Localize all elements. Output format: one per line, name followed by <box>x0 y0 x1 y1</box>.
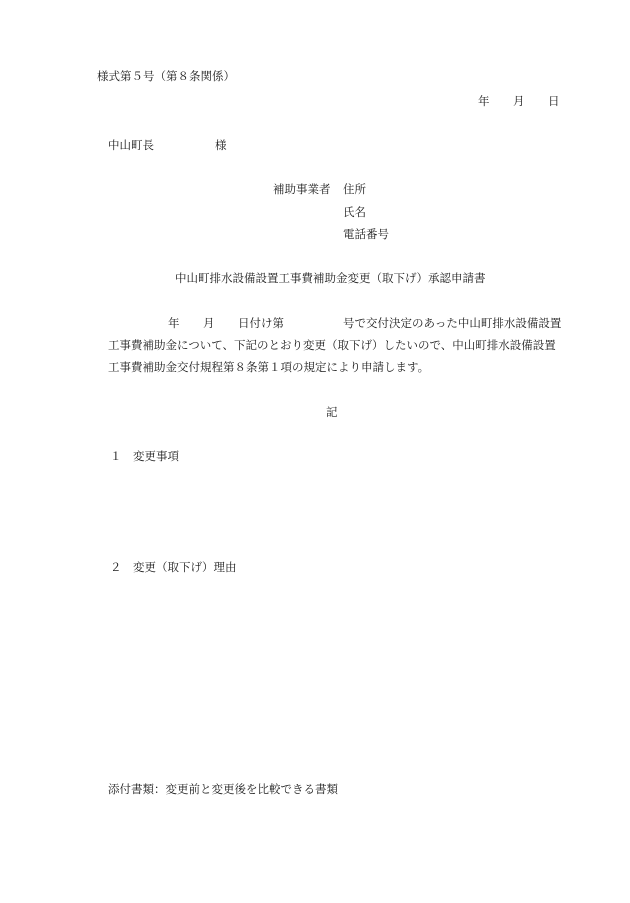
document-title: 中山町排水設備設置工事費補助金変更（取下げ）承認申請書 <box>175 271 486 285</box>
body-line2: 工事費補助金について、下記のとおり変更（取下げ）したいので、中山町排水設備設置 <box>108 338 556 352</box>
date-month: 月 <box>513 94 525 108</box>
item-2-label: 変更（取下げ）理由 <box>133 560 237 574</box>
form-number: 様式第５号（第８条関係） <box>97 69 235 83</box>
body-line1-year: 年 <box>168 316 180 330</box>
addressee-name: 中山町長 <box>108 138 154 152</box>
date-day: 日 <box>548 94 560 108</box>
body-line1-rest: 号で交付決定のあった中山町排水設備設置 <box>343 316 562 330</box>
applicant-label: 補助事業者 <box>273 182 331 196</box>
ki-heading: 記 <box>326 405 338 419</box>
date-year: 年 <box>478 94 490 108</box>
item-1-label: 変更事項 <box>133 449 179 463</box>
attachment-note: 添付書類：変更前と変更後を比較できる書類 <box>108 782 338 796</box>
applicant-address-label: 住所 <box>343 182 366 196</box>
body-line1-dated-no: 日付け第 <box>238 316 284 330</box>
body-line1-month: 月 <box>203 316 215 330</box>
item-2-number: ２ <box>110 560 122 574</box>
body-line3: 工事費補助金交付規程第８条第１項の規定により申請します。 <box>108 360 430 374</box>
applicant-name-label: 氏名 <box>343 205 366 219</box>
applicant-phone-label: 電話番号 <box>343 227 389 241</box>
item-1-number: １ <box>110 449 122 463</box>
addressee-honorific: 様 <box>215 138 227 152</box>
